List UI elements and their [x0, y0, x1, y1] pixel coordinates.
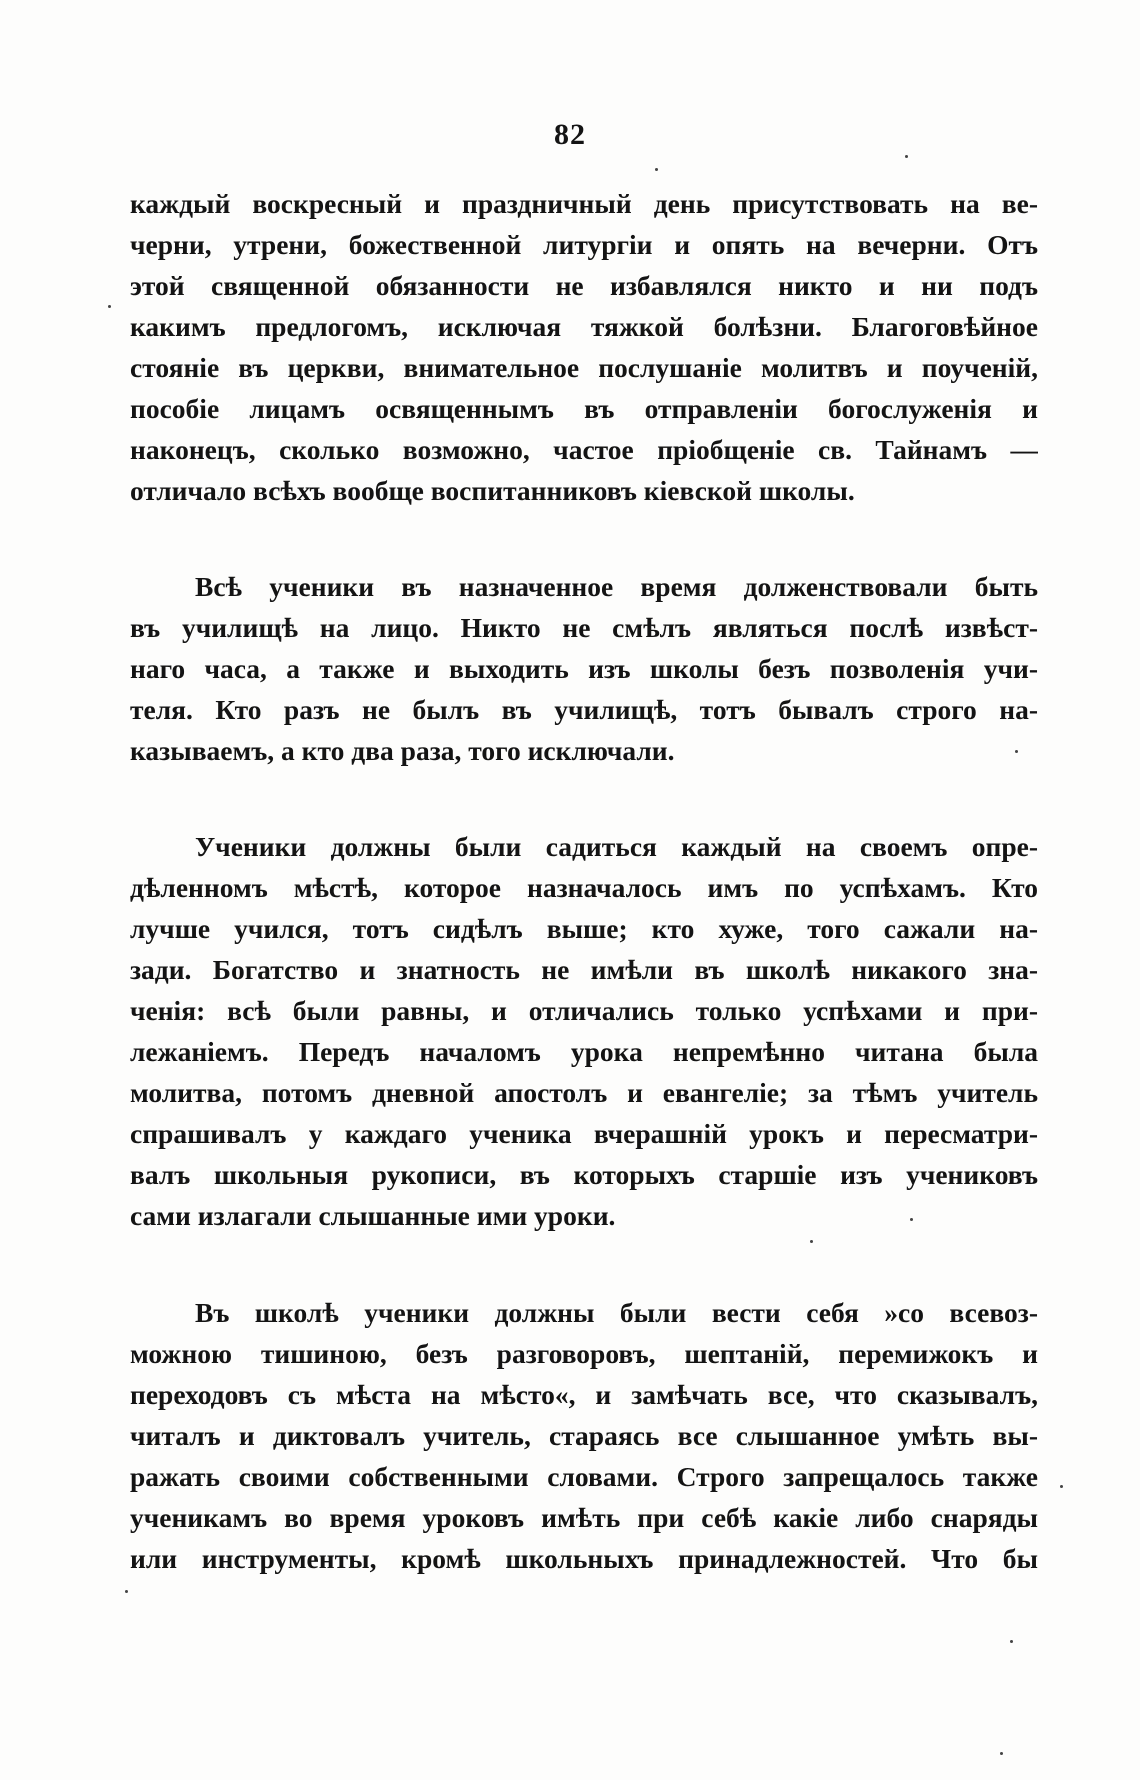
text-line: можною тишиною, безъ разговоровъ, шептаній, перемижокъ и [130, 1338, 1038, 1369]
paragraph-3 [130, 826, 1038, 1236]
scan-speck [125, 1590, 128, 1593]
text-line: теля. Кто разъ не былъ въ училищѣ, тотъ бывалъ строго на- [130, 694, 1038, 725]
text-line: валъ школьныя рукописи, въ которыхъ старшіе изъ учениковъ [130, 1159, 1038, 1190]
scan-speck [1060, 1485, 1063, 1488]
text-line: сами излагали слышанные ими уроки. [130, 1200, 616, 1231]
text-line: каждый воскресный и праздничный день присутствовать на ве- [130, 188, 1038, 219]
text-line: какимъ предлогомъ, исключая тяжкой болѣзни. Благоговѣйное [130, 311, 1038, 342]
text-line: черни, утрени, божественной литургіи и опять на вечерни. Отъ [130, 229, 1038, 260]
text-line: спрашивалъ у каждаго ученика вчерашній урокъ и пересматри- [130, 1118, 1038, 1149]
text-line: молитва, потомъ дневной апостолъ и евангеліе; за тѣмъ учитель [130, 1077, 1038, 1108]
scan-speck [655, 168, 658, 171]
text-line: стояніе въ церкви, внимательное послушаніе молитвъ и поученій, [130, 352, 1038, 383]
paragraph-4 [130, 1292, 1038, 1579]
text-line: Всѣ ученики въ назначенное время долженствовали быть [195, 571, 1038, 602]
text-line: лежаніемъ. Передъ началомъ урока непремѣнно читана была [130, 1036, 1038, 1067]
page-number: 82 [554, 118, 586, 151]
paragraph-1 [130, 183, 1038, 511]
text-line: отличало всѣхъ вообще воспитанниковъ кіевской школы. [130, 475, 855, 506]
scan-speck [1000, 1752, 1003, 1755]
scan-speck [108, 305, 111, 308]
scan-speck [910, 1218, 913, 1221]
text-line: пособіе лицамъ освященнымъ въ отправленіи богослуженія и [130, 393, 1038, 424]
text-line: лучше учился, тотъ сидѣлъ выше; кто хуже, того сажали на- [130, 913, 1038, 944]
text-line: зади. Богатство и знатность не имѣли въ школѣ никакого зна- [130, 954, 1038, 985]
paragraph-2 [130, 566, 1038, 771]
text-line: наго часа, а также и выходить изъ школы безъ позволенія учи- [130, 653, 1038, 684]
text-line: дѣленномъ мѣстѣ, которое назначалось имъ по успѣхамъ. Кто [130, 872, 1038, 903]
text-line: этой священной обязанности не избавлялся никто и ни подъ [130, 270, 1038, 301]
scan-speck [905, 155, 908, 158]
text-line: или инструменты, кромѣ школьныхъ принадлежностей. Что бы [130, 1543, 1038, 1574]
text-line: въ училищѣ на лицо. Никто не смѣлъ являться послѣ извѣст- [130, 612, 1038, 643]
text-line: читалъ и диктовалъ учитель, стараясь все слышанное умѣть вы- [130, 1420, 1038, 1451]
text-line: Ученики должны были садиться каждый на своемъ опре- [195, 831, 1038, 862]
scan-speck [810, 1240, 813, 1243]
text-line: ученикамъ во время уроковъ имѣть при себѣ какіе либо снаряды [130, 1502, 1038, 1533]
text-line: переходовъ съ мѣста на мѣсто«, и замѣчать все, что сказывалъ, [130, 1379, 1038, 1410]
text-line: наконецъ, сколько возможно, частое пріобщеніе св. Тайнамъ — [130, 434, 1038, 465]
text-line: казываемъ, а кто два раза, того исключали. [130, 735, 675, 766]
text-line: Въ школѣ ученики должны были вести себя »со всевоз- [195, 1297, 1038, 1328]
text-line: ражать своими собственными словами. Строго запрещалось также [130, 1461, 1038, 1492]
scan-speck [1015, 750, 1018, 753]
scan-speck [1010, 1640, 1013, 1643]
text-line: ченія: всѣ были равны, и отличались только успѣхами и при- [130, 995, 1038, 1026]
